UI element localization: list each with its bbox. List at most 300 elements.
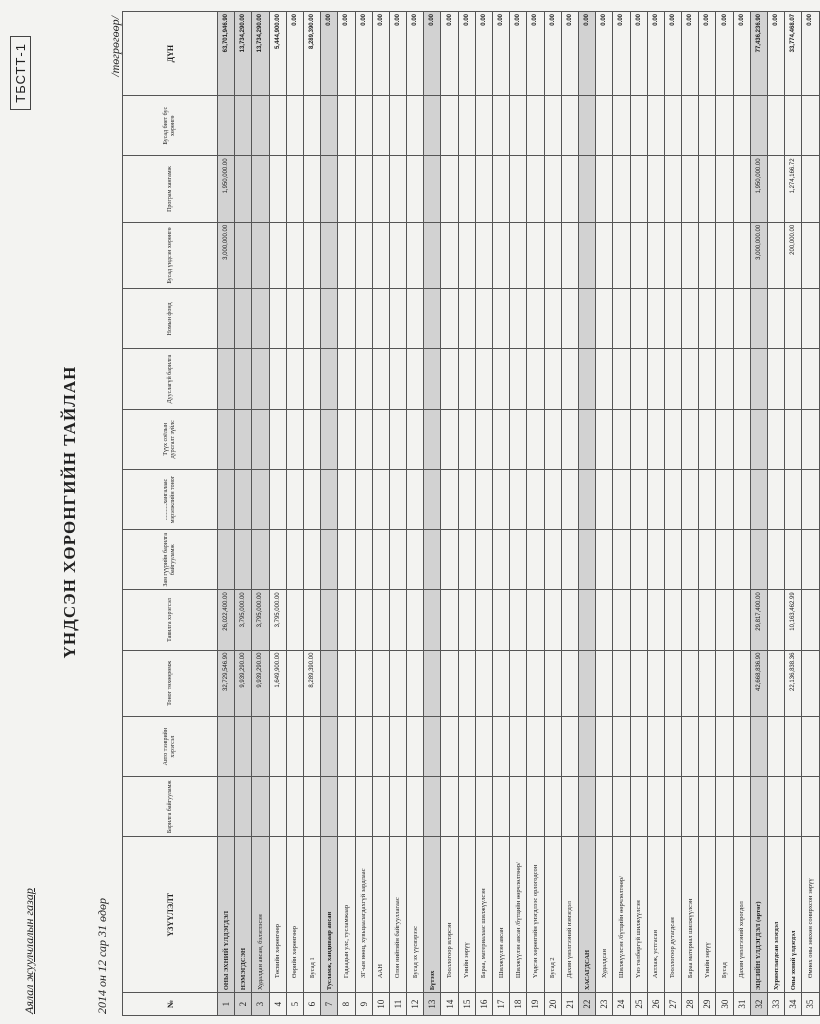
row-label: ОНЫ ЭХНИЙ ҮЛДЭГДЭЛ — [218, 837, 235, 993]
row-label: Бусад эх үүсвэрээс — [407, 837, 424, 993]
value-cell — [510, 222, 527, 288]
row-number: 2 — [235, 993, 252, 1016]
value-cell: 29,817,400.00 — [750, 590, 767, 650]
value-cell — [647, 222, 664, 288]
value-cell — [321, 777, 338, 837]
column-header: Зам гүүрийн барилга байгууламж — [123, 530, 218, 590]
value-cell — [733, 156, 750, 222]
row-label: Үндсэн хөрөнгийн үнэгдлээс орлогодсон — [527, 837, 544, 993]
value-cell — [303, 349, 320, 409]
value-cell — [682, 650, 699, 716]
row-number: 22 — [578, 993, 595, 1016]
value-cell — [561, 349, 578, 409]
value-cell — [578, 96, 595, 156]
value-cell — [527, 590, 544, 650]
column-header: Тавилга хэрэгсэл — [123, 590, 218, 650]
value-cell — [733, 590, 750, 650]
value-cell — [510, 409, 527, 469]
value-cell — [218, 96, 235, 156]
value-cell — [407, 96, 424, 156]
value-cell — [407, 222, 424, 288]
row-total-cell: 0.00 — [613, 12, 630, 96]
value-cell — [510, 349, 527, 409]
value-cell — [544, 777, 561, 837]
value-cell — [561, 650, 578, 716]
value-cell: 8,289,390.00 — [303, 650, 320, 716]
value-cell: 10,163,462.99 — [785, 590, 802, 650]
row-total-cell: 0.00 — [424, 12, 441, 96]
value-cell — [733, 650, 750, 716]
value-cell — [716, 590, 733, 650]
table-row — [785, 12, 802, 1016]
row-label: НЭМЭГДСЭН — [235, 837, 252, 993]
table-header-row — [123, 12, 218, 1016]
value-cell — [716, 222, 733, 288]
row-total-cell: 0.00 — [647, 12, 664, 96]
row-number: 32 — [750, 993, 767, 1016]
value-cell — [493, 96, 510, 156]
value-cell — [321, 650, 338, 716]
value-cell — [785, 96, 802, 156]
value-cell: 42,668,836.90 — [750, 650, 767, 716]
value-cell — [510, 590, 527, 650]
column-header: Дууслагүй барилга — [123, 349, 218, 409]
value-cell — [647, 289, 664, 349]
value-cell — [338, 156, 355, 222]
value-cell — [682, 349, 699, 409]
value-cell — [647, 777, 664, 837]
table-row — [252, 12, 269, 1016]
row-label: Бусад 2 — [544, 837, 561, 993]
value-cell — [321, 717, 338, 777]
value-cell — [424, 156, 441, 222]
organization-name: Аялал жуулчлалын газар — [22, 888, 36, 1014]
value-cell — [407, 469, 424, 529]
table-row — [286, 12, 303, 1016]
value-cell — [321, 530, 338, 590]
value-cell — [596, 289, 613, 349]
value-cell — [321, 349, 338, 409]
value-cell — [613, 530, 630, 590]
value-cell — [682, 590, 699, 650]
value-cell — [286, 96, 303, 156]
table-row — [647, 12, 664, 1016]
value-cell — [613, 289, 630, 349]
value-cell — [544, 222, 561, 288]
value-cell — [218, 777, 235, 837]
value-cell — [768, 530, 785, 590]
row-total-cell: 13,734,290.00 — [235, 12, 252, 96]
table-row — [630, 12, 647, 1016]
value-cell — [475, 349, 492, 409]
row-number: 23 — [596, 993, 613, 1016]
value-cell — [578, 349, 595, 409]
value-cell — [355, 469, 372, 529]
value-cell — [218, 349, 235, 409]
value-cell — [338, 222, 355, 288]
value-cell — [699, 717, 716, 777]
value-cell — [596, 349, 613, 409]
value-cell — [252, 717, 269, 777]
value-cell — [613, 349, 630, 409]
table-row — [613, 12, 630, 1016]
row-label: Өөрийн хөрөнгөөр — [286, 837, 303, 993]
row-label: Дахин үнэлгээний хорогдол — [733, 837, 750, 993]
value-cell — [716, 96, 733, 156]
value-cell — [235, 409, 252, 469]
row-total-cell: 0.00 — [338, 12, 355, 96]
row-number: 13 — [424, 993, 441, 1016]
value-cell — [389, 777, 406, 837]
value-cell — [389, 469, 406, 529]
value-cell — [286, 222, 303, 288]
row-total-cell: 13,734,290.00 — [252, 12, 269, 96]
value-cell — [699, 409, 716, 469]
value-cell — [321, 590, 338, 650]
value-cell — [338, 289, 355, 349]
value-cell — [613, 590, 630, 650]
value-cell — [768, 96, 785, 156]
value-cell — [785, 777, 802, 837]
value-cell — [682, 717, 699, 777]
value-cell — [355, 222, 372, 288]
value-cell — [407, 777, 424, 837]
value-cell — [768, 590, 785, 650]
row-number: 14 — [441, 993, 458, 1016]
value-cell: 26,022,400.00 — [218, 590, 235, 650]
value-cell — [372, 717, 389, 777]
column-header: Бусад биет бус хөрөнгө — [123, 96, 218, 156]
value-cell — [389, 156, 406, 222]
value-cell — [785, 469, 802, 529]
value-cell — [235, 717, 252, 777]
value-cell — [303, 469, 320, 529]
value-cell — [544, 289, 561, 349]
row-number: 1 — [218, 993, 235, 1016]
value-cell — [682, 409, 699, 469]
value-cell — [768, 650, 785, 716]
value-cell — [269, 530, 286, 590]
value-cell — [802, 469, 819, 529]
value-cell — [355, 650, 372, 716]
row-number: 25 — [630, 993, 647, 1016]
row-total-cell: 0.00 — [407, 12, 424, 96]
value-cell — [716, 349, 733, 409]
value-cell — [613, 777, 630, 837]
row-number: 31 — [733, 993, 750, 1016]
value-cell — [630, 349, 647, 409]
value-cell — [733, 289, 750, 349]
value-cell — [630, 469, 647, 529]
table-row — [544, 12, 561, 1016]
value-cell — [785, 289, 802, 349]
value-cell — [682, 777, 699, 837]
row-number: 17 — [493, 993, 510, 1016]
row-label: Шилжүүлэн авсан — [493, 837, 510, 993]
value-cell — [252, 289, 269, 349]
value-cell — [269, 222, 286, 288]
value-cell — [664, 590, 681, 650]
value-cell — [733, 409, 750, 469]
value-cell — [682, 156, 699, 222]
table-row — [372, 12, 389, 1016]
value-cell — [561, 289, 578, 349]
row-number: 12 — [407, 993, 424, 1016]
value-cell — [441, 717, 458, 777]
value-cell — [458, 530, 475, 590]
value-cell — [578, 717, 595, 777]
value-cell — [475, 409, 492, 469]
value-cell — [785, 717, 802, 777]
value-cell — [733, 717, 750, 777]
value-cell — [750, 409, 767, 469]
row-number: 8 — [338, 993, 355, 1016]
value-cell — [750, 96, 767, 156]
value-cell — [458, 349, 475, 409]
row-number: 16 — [475, 993, 492, 1016]
table-row — [218, 12, 235, 1016]
value-cell — [578, 409, 595, 469]
value-cell — [441, 469, 458, 529]
value-cell — [578, 650, 595, 716]
value-cell — [441, 289, 458, 349]
value-cell — [802, 289, 819, 349]
value-cell — [218, 289, 235, 349]
value-cell — [561, 717, 578, 777]
value-cell — [424, 222, 441, 288]
value-cell — [355, 409, 372, 469]
value-cell — [544, 650, 561, 716]
row-label: ААН — [372, 837, 389, 993]
row-label: Худалдан авсан, бэлэглэсэн — [252, 837, 269, 993]
value-cell — [475, 650, 492, 716]
value-cell — [441, 409, 458, 469]
value-cell — [424, 409, 441, 469]
value-cell — [527, 650, 544, 716]
value-cell — [785, 349, 802, 409]
row-total-cell: 0.00 — [493, 12, 510, 96]
value-cell — [785, 409, 802, 469]
value-cell — [544, 349, 561, 409]
value-cell — [407, 650, 424, 716]
value-cell — [269, 289, 286, 349]
value-cell — [630, 289, 647, 349]
value-cell — [664, 96, 681, 156]
value-cell — [647, 590, 664, 650]
value-cell — [458, 222, 475, 288]
row-label: Бусад 1 — [303, 837, 320, 993]
row-number: 19 — [527, 993, 544, 1016]
row-label: Шилжүүлэн авсан /бүтцийн өөрчлөлтөөр/ — [510, 837, 527, 993]
row-label: Оны эхний үлдэгдэл — [785, 837, 802, 993]
value-cell — [802, 650, 819, 716]
value-cell — [355, 349, 372, 409]
value-cell — [664, 469, 681, 529]
value-cell — [802, 717, 819, 777]
table-row — [235, 12, 252, 1016]
value-cell — [733, 222, 750, 288]
row-label: Тооллогоор дутагдсан — [664, 837, 681, 993]
value-cell — [578, 222, 595, 288]
value-cell — [407, 289, 424, 349]
value-cell — [510, 156, 527, 222]
value-cell — [613, 650, 630, 716]
value-cell — [389, 96, 406, 156]
value-cell — [372, 530, 389, 590]
value-cell — [235, 530, 252, 590]
value-cell — [372, 349, 389, 409]
value-cell — [527, 409, 544, 469]
value-cell — [510, 469, 527, 529]
value-cell — [441, 590, 458, 650]
value-cell — [389, 650, 406, 716]
value-cell — [286, 530, 303, 590]
value-cell — [475, 96, 492, 156]
report-date: 2014 он 12 сар 31 өдөр — [95, 897, 109, 1014]
row-total-cell: 0.00 — [664, 12, 681, 96]
value-cell — [493, 590, 510, 650]
value-cell — [664, 156, 681, 222]
row-number: 29 — [699, 993, 716, 1016]
row-total-cell: 0.00 — [544, 12, 561, 96]
value-cell: 3,000,000.00 — [750, 222, 767, 288]
value-cell — [578, 530, 595, 590]
row-label: Хуримтлагдсан элэгдэл — [768, 837, 785, 993]
row-label: Олон нийтийн байгууллагаас — [389, 837, 406, 993]
row-total-cell: 0.00 — [596, 12, 613, 96]
value-cell — [269, 96, 286, 156]
value-cell — [578, 777, 595, 837]
value-cell — [733, 349, 750, 409]
row-total-cell: 63,701,946.90 — [218, 12, 235, 96]
value-cell — [596, 409, 613, 469]
value-cell — [802, 349, 819, 409]
value-cell — [389, 289, 406, 349]
row-total-cell: 0.00 — [527, 12, 544, 96]
value-cell — [389, 717, 406, 777]
column-header: Түүх соёлын дурсгалт зүйлс — [123, 409, 218, 469]
row-number: 30 — [716, 993, 733, 1016]
value-cell — [303, 530, 320, 590]
value-cell — [750, 777, 767, 837]
value-cell — [802, 96, 819, 156]
value-cell — [218, 469, 235, 529]
table-row — [750, 12, 767, 1016]
value-cell — [458, 777, 475, 837]
value-cell — [630, 717, 647, 777]
row-number: 20 — [544, 993, 561, 1016]
value-cell — [493, 349, 510, 409]
value-cell — [475, 717, 492, 777]
value-cell — [372, 777, 389, 837]
value-cell — [768, 156, 785, 222]
value-cell — [493, 469, 510, 529]
row-number: 3 — [252, 993, 269, 1016]
value-cell — [286, 349, 303, 409]
value-cell — [424, 650, 441, 716]
value-cell — [664, 222, 681, 288]
value-cell — [424, 717, 441, 777]
value-cell — [716, 530, 733, 590]
value-cell: 3,000,000.00 — [218, 222, 235, 288]
value-cell — [630, 530, 647, 590]
row-number: 4 — [269, 993, 286, 1016]
value-cell: 200,000.00 — [785, 222, 802, 288]
value-cell — [286, 590, 303, 650]
row-number: 35 — [802, 993, 819, 1016]
value-cell — [338, 349, 355, 409]
value-cell — [647, 409, 664, 469]
value-cell: 3,795,000.00 — [252, 590, 269, 650]
row-label: Өмнөх оны зөвхөн сонирхсон зөрүү — [802, 837, 819, 993]
table-row — [596, 12, 613, 1016]
row-total-cell: 0.00 — [510, 12, 527, 96]
value-cell — [252, 530, 269, 590]
value-cell — [355, 289, 372, 349]
value-cell — [303, 156, 320, 222]
value-cell — [338, 717, 355, 777]
value-cell — [647, 96, 664, 156]
value-cell — [493, 409, 510, 469]
value-cell — [355, 717, 372, 777]
value-cell — [733, 777, 750, 837]
value-cell — [493, 530, 510, 590]
value-cell — [303, 717, 320, 777]
report-title: ҮНДСЭН ХӨРӨНГИЙН ТАЙЛАН — [60, 365, 79, 659]
row-label: ЭЦСИЙН ҮЛДЭГДЭЛ (өртөг) — [750, 837, 767, 993]
table-row — [682, 12, 699, 1016]
value-cell — [355, 777, 372, 837]
row-number: 6 — [303, 993, 320, 1016]
value-cell — [768, 289, 785, 349]
value-cell — [269, 469, 286, 529]
row-number: 18 — [510, 993, 527, 1016]
value-cell — [750, 717, 767, 777]
value-cell — [630, 222, 647, 288]
column-header: Тоног төхөөрөмж — [123, 650, 218, 716]
value-cell — [303, 409, 320, 469]
row-label: Гадаадын улс, тусламжаар — [338, 837, 355, 993]
row-total-cell: 0.00 — [389, 12, 406, 96]
value-cell — [338, 590, 355, 650]
value-cell — [802, 409, 819, 469]
value-cell — [510, 777, 527, 837]
value-cell — [218, 717, 235, 777]
table-row — [407, 12, 424, 1016]
value-cell — [252, 777, 269, 837]
row-label: Төсвийн хөрөнгөөр — [269, 837, 286, 993]
value-cell: 3,795,000.00 — [235, 590, 252, 650]
row-number: 11 — [389, 993, 406, 1016]
value-cell — [768, 717, 785, 777]
value-cell — [544, 717, 561, 777]
value-cell: 1,274,166.72 — [785, 156, 802, 222]
value-cell — [372, 650, 389, 716]
table-row — [493, 12, 510, 1016]
table-row — [303, 12, 320, 1016]
value-cell — [493, 717, 510, 777]
value-cell — [372, 289, 389, 349]
row-label: Бараа материал шилжүүлсэн — [682, 837, 699, 993]
value-cell — [441, 96, 458, 156]
value-cell — [458, 590, 475, 650]
value-cell — [544, 156, 561, 222]
value-cell — [664, 777, 681, 837]
value-cell — [596, 777, 613, 837]
row-number: 34 — [785, 993, 802, 1016]
value-cell — [441, 349, 458, 409]
value-cell — [750, 530, 767, 590]
